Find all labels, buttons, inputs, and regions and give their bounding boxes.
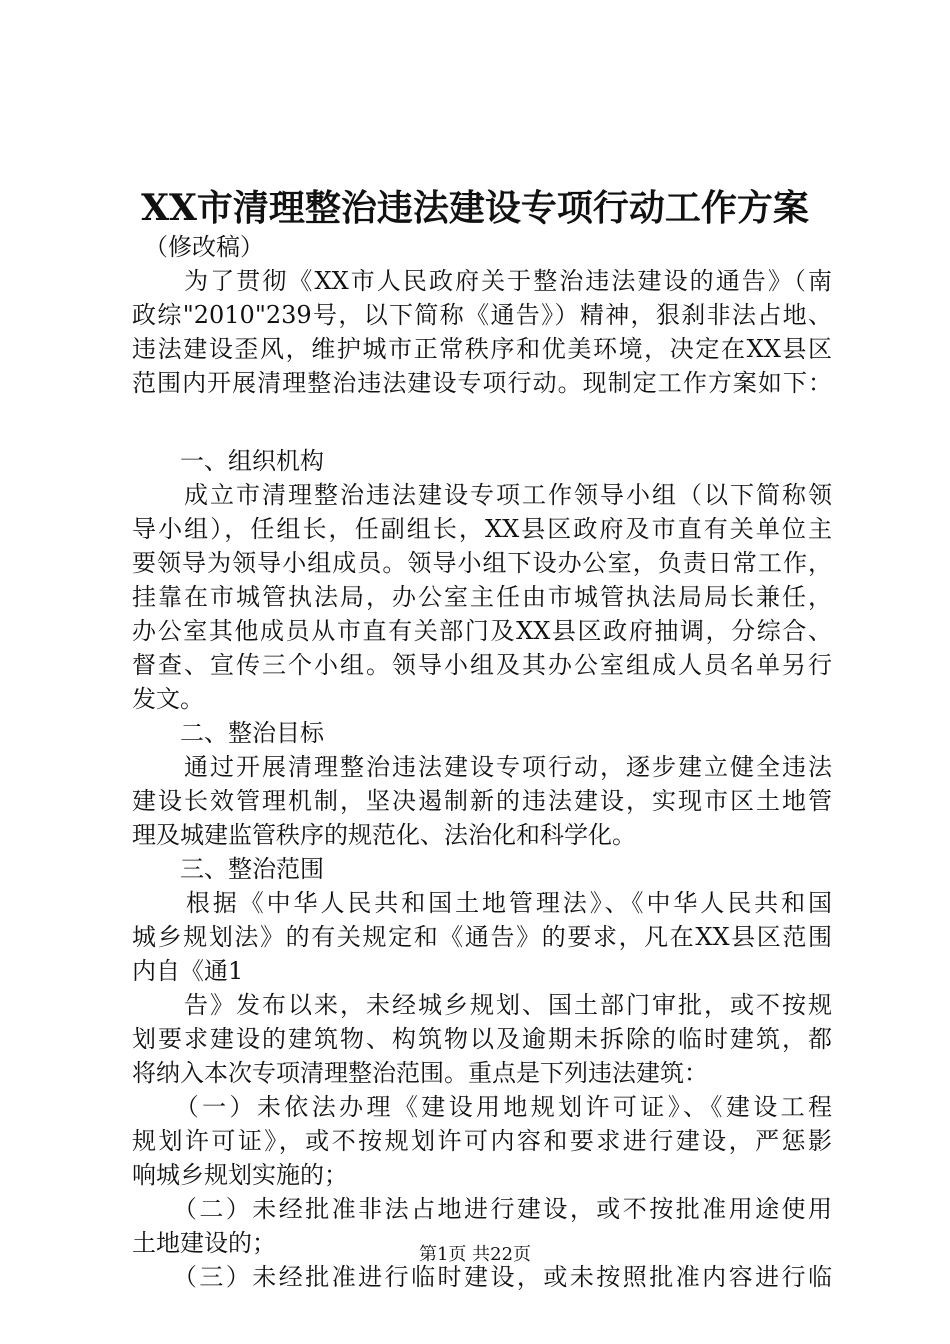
paragraph-line: 挂靠在市城管执法局，办公室主任由市城管执法局局长兼任， xyxy=(132,583,832,611)
section-heading-organization: 一、组织机构 xyxy=(132,447,324,475)
draft-note: （修改稿） xyxy=(132,233,264,261)
paragraph-line: 办公室其他成员从市直有关部门及XX县区政府抽调，分综合、 xyxy=(132,617,832,645)
paragraph-line: 为了贯彻《XX市人民政府关于整治违法建设的通告》（南 xyxy=(132,267,832,295)
list-item-line: （一）未依法办理《建设用地规划许可证》、《建设工程 xyxy=(132,1093,832,1121)
paragraph-line: 导小组），任组长，任副组长，XX县区政府及市直有关单位主 xyxy=(132,515,832,543)
paragraph-line: 将纳入本次专项清理整治范围。重点是下列违法建筑： xyxy=(132,1059,708,1087)
paragraph-line: 成立市清理整治违法建设专项工作领导小组（以下简称领 xyxy=(132,481,832,509)
paragraph-line: 告》发布以来，未经城乡规划、国土部门审批，或不按规 xyxy=(132,991,832,1019)
paragraph-line: 城乡规划法》的有关规定和《通告》的要求，凡在XX县区范围 xyxy=(132,923,832,951)
paragraph-line: 根据《中华人民共和国土地管理法》、《中华人民共和国 xyxy=(132,889,832,917)
list-item-line: 响城乡规划实施的； xyxy=(132,1161,348,1189)
paragraph-line: 内自《通1 xyxy=(132,957,244,985)
list-item-line: （三）未经批准进行临时建设，或未按照批准内容进行临 xyxy=(132,1263,832,1291)
section-heading-goals: 二、整治目标 xyxy=(132,719,324,747)
paragraph-line: 理及城建监管秩序的规范化、法治化和科学化。 xyxy=(132,821,636,849)
paragraph-line: 划要求建设的建筑物、构筑物以及逾期未拆除的临时建筑，都 xyxy=(132,1025,832,1053)
blank-line xyxy=(132,400,832,444)
list-item-line: 土地建设的； xyxy=(132,1229,276,1257)
paragraph-line: 建设长效管理机制，坚决遏制新的违法建设，实现市区土地管 xyxy=(132,787,832,815)
document-body xyxy=(132,230,832,1294)
paragraph-line: 范围内开展清理整治违法建设专项行动。现制定工作方案如下： xyxy=(132,369,832,397)
paragraph-line: 违法建设歪风，维护城市正常秩序和优美环境，决定在XX县区 xyxy=(132,335,832,363)
paragraph-line: 通过开展清理整治违法建设专项行动，逐步建立健全违法 xyxy=(132,753,832,781)
paragraph-line: 督查、宣传三个小组。领导小组及其办公室组成人员名单另行 xyxy=(132,651,832,679)
page-number-footer: 第1页 共22页 xyxy=(418,1244,532,1265)
paragraph-line: 政综"2010"239号，以下简称《通告》）精神，狠刹非法占地、 xyxy=(132,301,832,329)
paragraph-line: 发文。 xyxy=(132,685,204,713)
section-heading-scope: 三、整治范围 xyxy=(132,855,324,883)
document-title: XX市清理整治违法建设专项行动工作方案 xyxy=(141,187,809,229)
list-item-line: （二）未经批准非法占地进行建设，或不按批准用途使用 xyxy=(132,1195,832,1223)
list-item-line: 规划许可证》，或不按规划许可内容和要求进行建设，严惩影 xyxy=(132,1127,832,1155)
paragraph-line: 要领导为领导小组成员。领导小组下设办公室，负责日常工作， xyxy=(132,549,832,577)
